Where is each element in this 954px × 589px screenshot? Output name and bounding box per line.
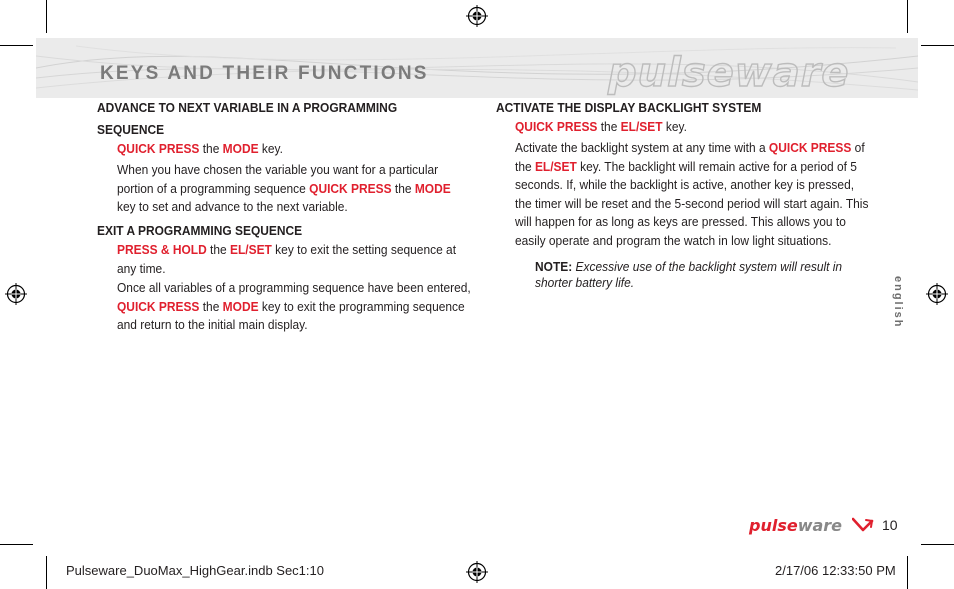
section-heading-continued: SEQUENCE	[97, 122, 165, 137]
key-quick-press: QUICK PRESS	[117, 141, 200, 156]
crop-mark	[907, 556, 908, 589]
crop-mark	[46, 0, 47, 33]
registration-mark-icon	[5, 283, 27, 305]
key-quick-press: QUICK PRESS	[117, 298, 200, 314]
registration-mark-icon	[466, 5, 488, 27]
crop-mark	[46, 556, 47, 589]
key-quick-press: QUICK PRESS	[309, 180, 392, 196]
key-press-hold: PRESS & HOLD	[117, 242, 207, 257]
page-number: 10	[882, 517, 898, 533]
key-el-set: EL/SET	[534, 158, 577, 174]
crop-mark	[921, 544, 954, 545]
body-paragraph: When you have chosen the variable you want for a particular portion of a programming sequence QUICK PRESS the MODE key to set and advance to the next variable.	[117, 162, 451, 214]
swoosh-arrow-icon	[852, 516, 874, 534]
key-el-set: EL/SET	[229, 242, 272, 257]
pulseware-watermark-logo: pulseware	[608, 50, 850, 96]
section-heading: EXIT A PROGRAMMING SEQUENCE	[97, 223, 303, 238]
print-slug-filename: Pulseware_DuoMax_HighGear.indb Sec1:10	[66, 563, 324, 578]
instruction-line: PRESS & HOLD the EL/SET key to exit the setting sequence at any time.	[117, 242, 457, 276]
section-heading: ADVANCE TO NEXT VARIABLE IN A PROGRAMMING	[97, 100, 398, 115]
pulseware-footer-logo: pulseware	[749, 516, 843, 535]
key-mode: MODE	[414, 180, 451, 196]
section-heading: ACTIVATE THE DISPLAY BACKLIGHT SYSTEM	[496, 100, 762, 115]
key-el-set: EL/SET	[620, 119, 663, 134]
key-mode: MODE	[222, 141, 259, 156]
note-label: NOTE:	[535, 259, 573, 274]
body-paragraph: Once all variables of a programming sequence have been entered, QUICK PRESS the MODE key to exit the programming sequence and return to the initial main display.	[117, 280, 471, 332]
language-side-label: english	[892, 276, 904, 329]
key-quick-press: QUICK PRESS	[768, 140, 852, 155]
page-title: KEYS AND THEIR FUNCTIONS	[100, 63, 429, 84]
note	[535, 259, 848, 291]
key-quick-press: QUICK PRESS	[515, 119, 598, 134]
crop-mark	[907, 0, 908, 33]
note-text: Excessive use of the backlight system will result in shorter battery life.	[535, 259, 843, 290]
body-paragraph: Activate the backlight system at any time with a QUICK PRESS of the EL/SET key. The backlight will remain active for a period of 5 seconds. If, while the backlight is active, another key is pressed, the timer will be reset and the 5-second period will start again. This will happen for as long as keys are pressed. This allows you to easily operate and program the watch in low light situations.	[515, 140, 869, 248]
registration-mark-icon	[926, 283, 948, 305]
print-slug-timestamp: 2/17/06 12:33:50 PM	[775, 563, 896, 578]
instruction-line: QUICK PRESS the MODE key.	[117, 141, 283, 156]
crop-mark	[0, 45, 33, 46]
crop-mark	[921, 45, 954, 46]
key-mode: MODE	[222, 298, 259, 314]
crop-mark	[0, 544, 33, 545]
registration-mark-icon	[466, 561, 488, 583]
instruction-line: QUICK PRESS the EL/SET key.	[515, 119, 687, 134]
